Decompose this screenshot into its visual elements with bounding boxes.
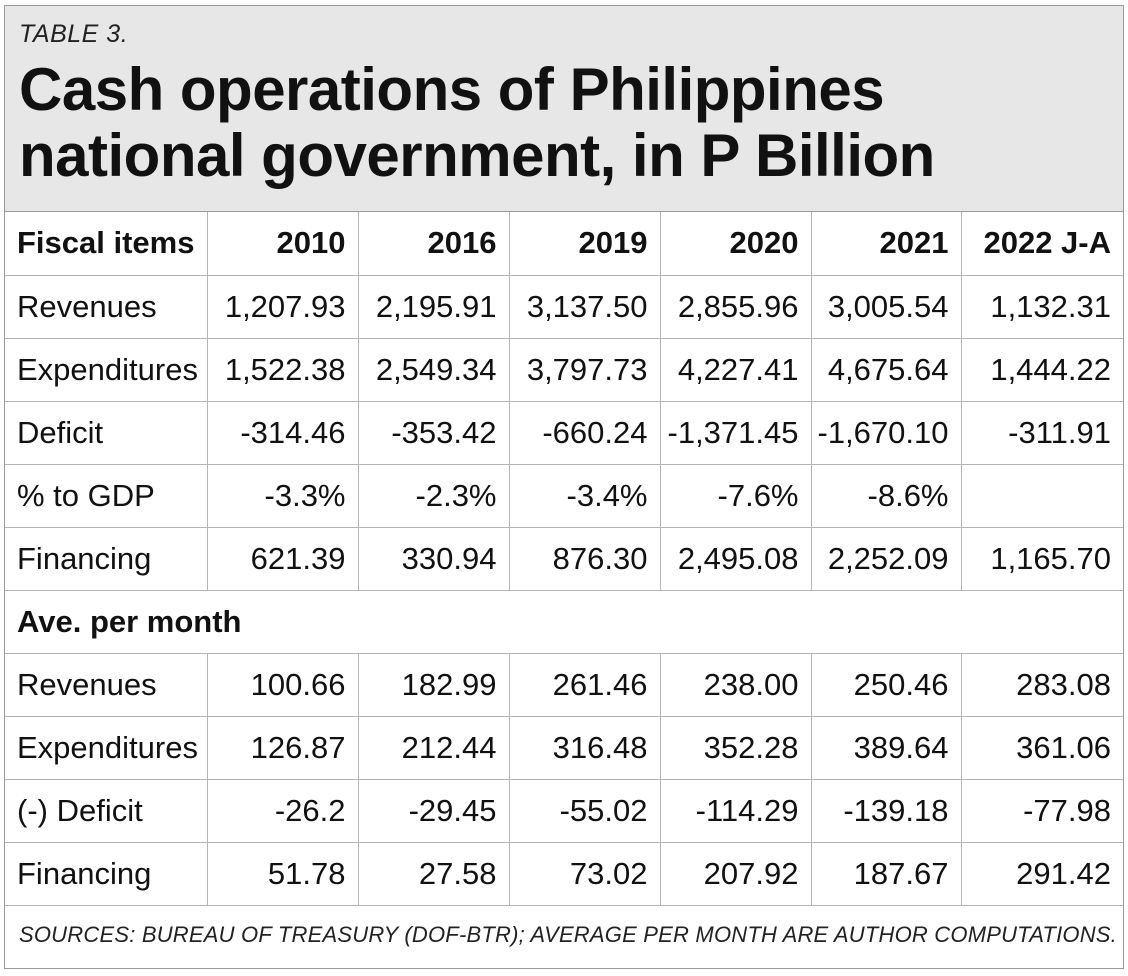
cell-value: 250.46 (811, 653, 961, 716)
cell-value: 3,005.54 (811, 275, 961, 338)
column-header: Fiscal items (5, 212, 207, 275)
cell-value: 182.99 (358, 653, 509, 716)
cell-value: 389.64 (811, 716, 961, 779)
cell-value: 876.30 (509, 527, 660, 590)
table-row (5, 464, 1123, 527)
cell-value: 621.39 (207, 527, 358, 590)
column-header: 2020 (660, 212, 811, 275)
cell-value: 3,137.50 (509, 275, 660, 338)
cell-value: -314.46 (207, 401, 358, 464)
table-card (4, 5, 1124, 969)
cell-value: -29.45 (358, 779, 509, 842)
table-row (5, 653, 1123, 716)
column-header: 2019 (509, 212, 660, 275)
table-title (19, 57, 1123, 189)
column-header: 2010 (207, 212, 358, 275)
table-row (5, 716, 1123, 779)
source-note: SOURCES: BUREAU OF TREASURY (DOF-BTR); AVERAGE PER MONTH ARE AUTHOR COMPUTATIONS. (19, 921, 1117, 947)
row-label: Revenues (5, 275, 207, 338)
row-label: Expenditures (5, 716, 207, 779)
cell-value: 2,195.91 (358, 275, 509, 338)
cell-value: 4,675.64 (811, 338, 961, 401)
column-header: 2022 J-A (961, 212, 1123, 275)
annual-rows (5, 275, 1123, 905)
cell-value: -1,371.45 (660, 401, 811, 464)
title-line-1: Cash operations of Philippines (19, 56, 885, 123)
table-row (5, 527, 1123, 590)
fiscal-table (5, 212, 1123, 906)
cell-value: -8.6% (811, 464, 961, 527)
cell-value: -114.29 (660, 779, 811, 842)
section-header-row (5, 590, 1123, 653)
row-label: Financing (5, 842, 207, 905)
cell-value: 283.08 (961, 653, 1123, 716)
cell-value: 1,132.31 (961, 275, 1123, 338)
title-line-2: national government, in P Billion (19, 122, 935, 189)
cell-value: 27.58 (358, 842, 509, 905)
cell-value: 73.02 (509, 842, 660, 905)
table-number: TABLE 3. (19, 20, 129, 48)
column-header: 2016 (358, 212, 509, 275)
cell-value: -77.98 (961, 779, 1123, 842)
cell-value: 212.44 (358, 716, 509, 779)
column-header: 2021 (811, 212, 961, 275)
row-label: Revenues (5, 653, 207, 716)
section-label: Ave. per month (5, 590, 1123, 653)
row-label: Financing (5, 527, 207, 590)
table-header (5, 6, 1123, 212)
cell-value: 126.87 (207, 716, 358, 779)
cell-value: -55.02 (509, 779, 660, 842)
row-label: (-) Deficit (5, 779, 207, 842)
cell-value: -139.18 (811, 779, 961, 842)
table-row (5, 338, 1123, 401)
cell-value: -3.4% (509, 464, 660, 527)
cell-value (961, 464, 1123, 527)
cell-value: 238.00 (660, 653, 811, 716)
table-row (5, 401, 1123, 464)
cell-value: -3.3% (207, 464, 358, 527)
cell-value: 261.46 (509, 653, 660, 716)
cell-value: 361.06 (961, 716, 1123, 779)
row-label: % to GDP (5, 464, 207, 527)
table-row (5, 842, 1123, 905)
cell-value: -1,670.10 (811, 401, 961, 464)
cell-value: -7.6% (660, 464, 811, 527)
cell-value: 316.48 (509, 716, 660, 779)
cell-value: 100.66 (207, 653, 358, 716)
cell-value: 1,207.93 (207, 275, 358, 338)
cell-value: 3,797.73 (509, 338, 660, 401)
cell-value: 2,549.34 (358, 338, 509, 401)
cell-value: -353.42 (358, 401, 509, 464)
cell-value: 352.28 (660, 716, 811, 779)
cell-value: 1,165.70 (961, 527, 1123, 590)
table-row (5, 779, 1123, 842)
cell-value: 291.42 (961, 842, 1123, 905)
cell-value: 51.78 (207, 842, 358, 905)
table-row (5, 275, 1123, 338)
row-label: Deficit (5, 401, 207, 464)
cell-value: 2,855.96 (660, 275, 811, 338)
header-row (5, 212, 1123, 275)
row-label: Expenditures (5, 338, 207, 401)
cell-value: 187.67 (811, 842, 961, 905)
cell-value: 2,252.09 (811, 527, 961, 590)
cell-value: 207.92 (660, 842, 811, 905)
cell-value: 4,227.41 (660, 338, 811, 401)
cell-value: 2,495.08 (660, 527, 811, 590)
cell-value: 1,522.38 (207, 338, 358, 401)
cell-value: -26.2 (207, 779, 358, 842)
cell-value: 330.94 (358, 527, 509, 590)
cell-value: -2.3% (358, 464, 509, 527)
cell-value: 1,444.22 (961, 338, 1123, 401)
cell-value: -660.24 (509, 401, 660, 464)
cell-value: -311.91 (961, 401, 1123, 464)
